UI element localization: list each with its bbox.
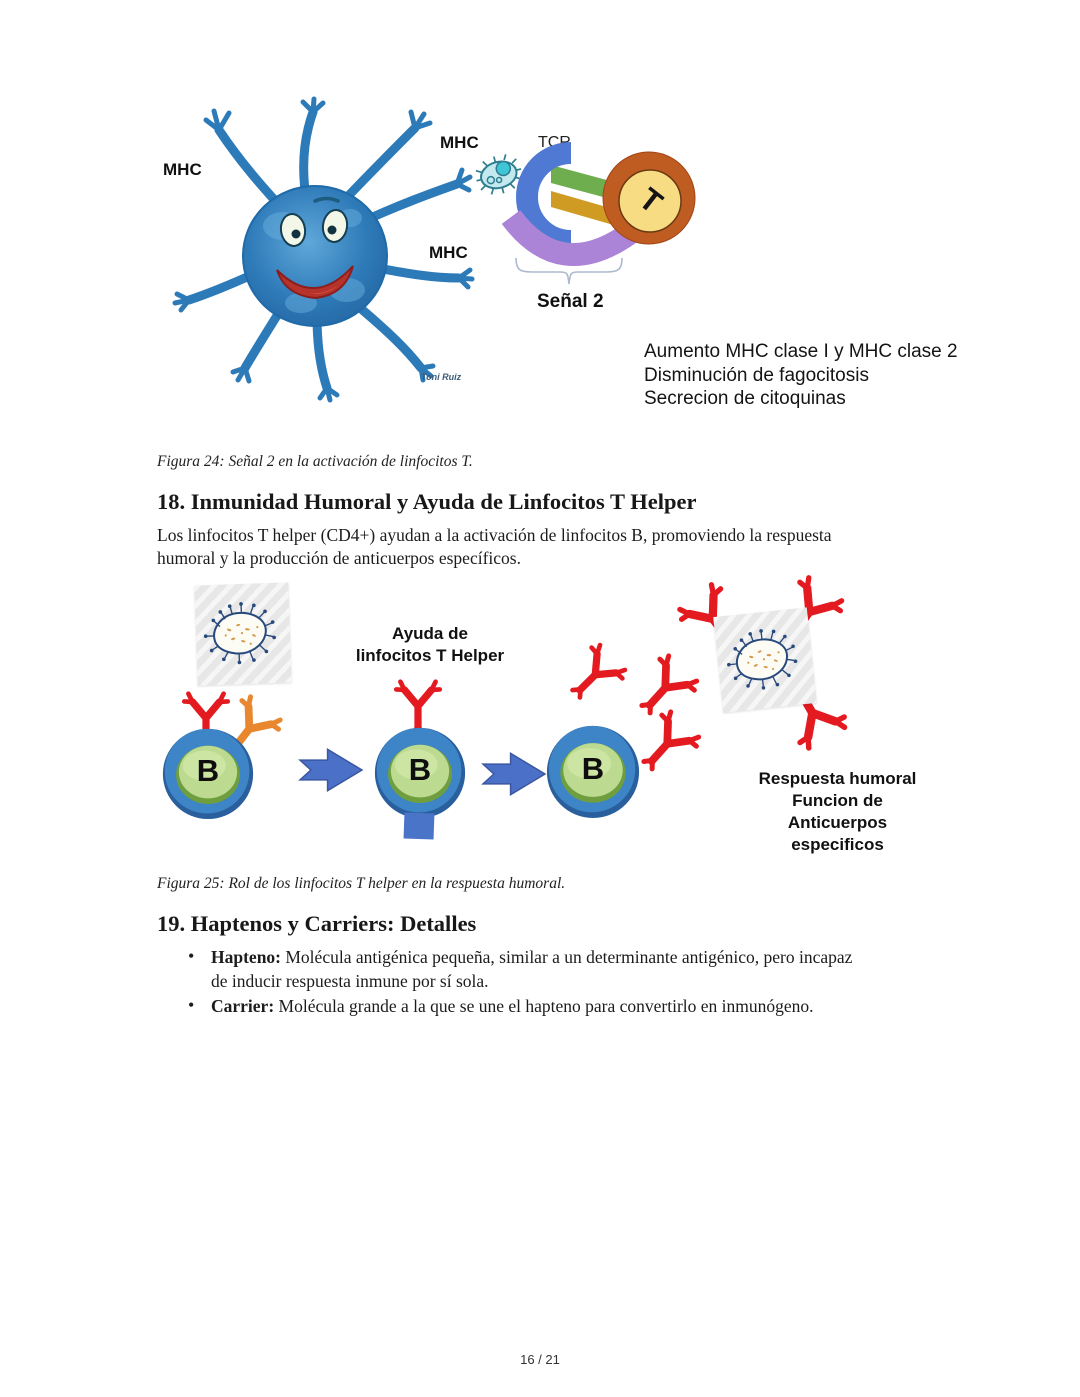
bullet-carrier [178, 995, 868, 1019]
figure-25 [0, 575, 1080, 865]
mhc-label-top: MHC [440, 133, 479, 152]
mhc-label-left: MHC [163, 160, 202, 179]
response-label: Respuesta humoral Funcion de Anticuerpos especificos [758, 769, 917, 854]
antibody-icon [557, 635, 635, 713]
arrow-right-icon [300, 748, 363, 792]
bracket-icon [514, 256, 626, 288]
bullet-desc: Molécula antigénica pequeña, similar a un determinante antigénico, pero incapaz de inducir respuesta inmune por sí sola. [211, 947, 853, 991]
section-19-heading: 19. Haptenos y Carriers: Detalles [157, 911, 477, 936]
signal-2-label: Señal 2 [537, 291, 604, 312]
section-18-paragraph: Los linfocitos T helper (CD4+) ayudan a la activación de linfocitos B, promoviendo la respuesta humoral y la producción de anticuerpos específicos. [157, 525, 832, 568]
effect-line: Aumento MHC clase I y MHC clase 2 [644, 341, 958, 362]
b-cell [161, 726, 255, 820]
bacteria-icon [201, 592, 286, 677]
costim-square-icon [404, 812, 435, 839]
helper-label: Ayuda de linfocitos T Helper [355, 624, 505, 665]
section-19-bullets [178, 946, 868, 1021]
arrow-right-icon [483, 752, 546, 796]
antigen-card-icon [713, 607, 817, 712]
figure-24-effects-text [644, 340, 958, 411]
figure-24-caption: Figura 24: Señal 2 en la activación de linfocitos T. [157, 453, 473, 470]
figure-24 [0, 0, 1080, 440]
b-cell-label: B [408, 752, 432, 787]
effect-line: Disminución de fagocitosis [644, 364, 869, 386]
bullet-hapteno [178, 946, 868, 993]
section-18-heading: 18. Inmunidad Humoral y Ayuda de Linfocitos T Helper [157, 489, 697, 514]
mhc-label-mid: MHC [429, 243, 468, 262]
antigen-card-icon [194, 582, 291, 685]
b-cell-label: B [196, 753, 220, 788]
bullet-desc: Molécula grande a la que se une el hapteno para convertirlo en inmunógeno. [278, 996, 814, 1016]
b-cell [545, 723, 641, 819]
b-cell-label: B [581, 751, 605, 786]
effect-line: Secrecion de citoquinas [644, 388, 846, 409]
figure-25-caption: Figura 25: Rol de los linfocitos T helper en la respuesta humoral. [157, 875, 566, 892]
t-cell-label: T [632, 180, 670, 221]
bullet-term: Carrier: [211, 996, 275, 1016]
bacteria-icon [721, 616, 809, 704]
bullet-term: Hapteno: [211, 947, 281, 967]
page-number: 16 / 21 [520, 1352, 560, 1367]
artist-signature: Toni Ruiz [421, 372, 462, 382]
b-cell [373, 725, 467, 819]
tcr-label: TCR [538, 134, 571, 151]
